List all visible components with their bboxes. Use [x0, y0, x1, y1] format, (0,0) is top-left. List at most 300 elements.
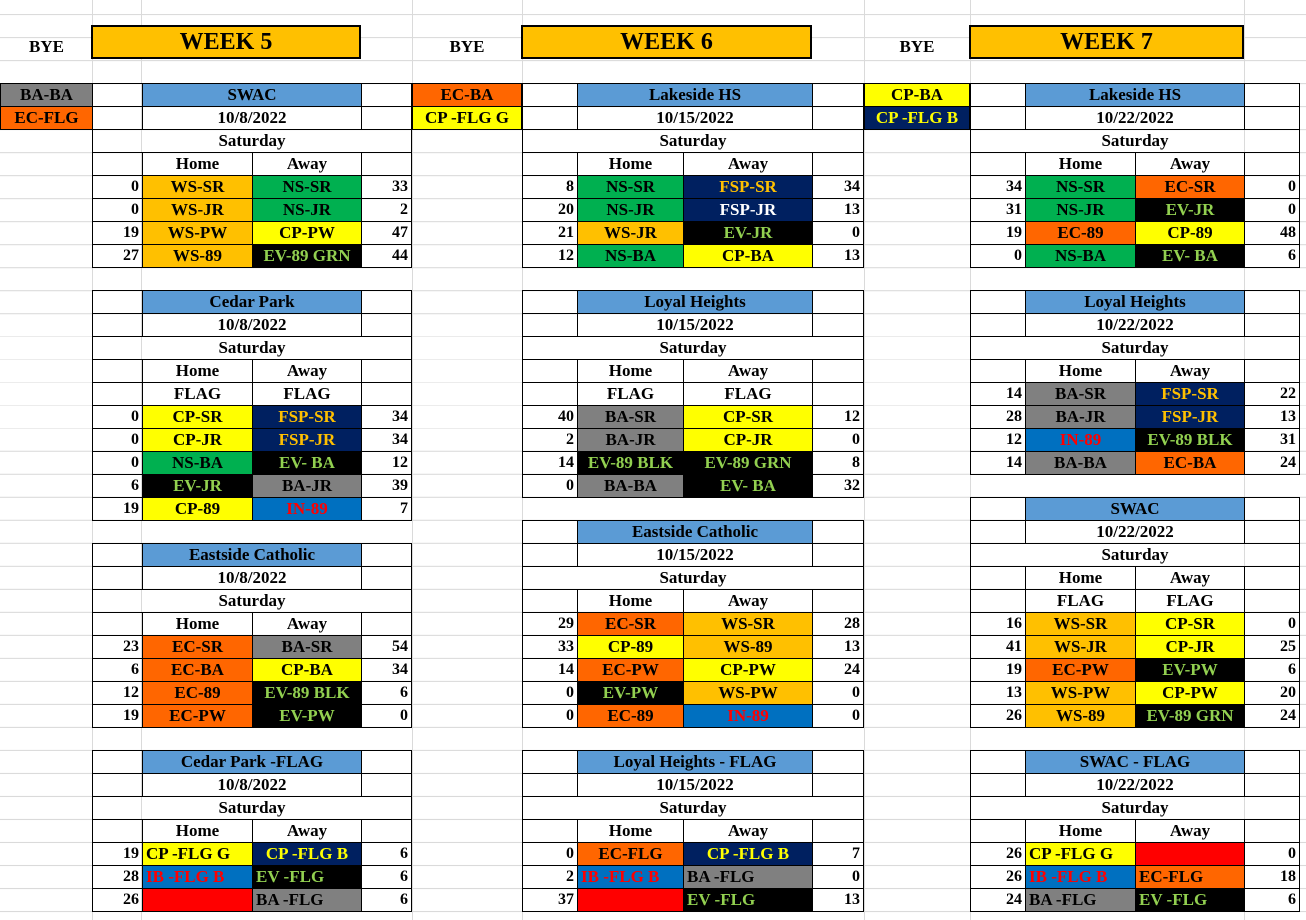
- cell: [970, 313, 1026, 337]
- away-score[interactable]: 13: [812, 888, 864, 912]
- home-header: Home: [577, 359, 684, 383]
- home-team[interactable]: NS-JR: [577, 198, 684, 222]
- home-header: Home: [142, 359, 253, 383]
- week-title: WEEK 5: [91, 25, 361, 59]
- away-team[interactable]: IN-89: [252, 497, 362, 521]
- cell: [970, 152, 1026, 176]
- home-team[interactable]: EC-FLG: [577, 842, 684, 866]
- away-subheader: FLAG: [683, 382, 813, 406]
- home-score[interactable]: 14: [522, 658, 578, 682]
- home-header: Home: [1025, 819, 1136, 843]
- away-score[interactable]: 22: [1244, 382, 1300, 406]
- home-score[interactable]: 8: [522, 175, 578, 199]
- home-score[interactable]: 19: [92, 497, 143, 521]
- home-score[interactable]: 0: [92, 428, 143, 452]
- cell: [812, 83, 864, 107]
- venue-date: 10/22/2022: [1025, 520, 1245, 544]
- away-score[interactable]: 0: [361, 704, 412, 728]
- away-score[interactable]: 6: [1244, 888, 1300, 912]
- away-team[interactable]: WS-SR: [683, 612, 813, 636]
- home-team[interactable]: BA-JR: [1025, 405, 1136, 429]
- away-score[interactable]: 0: [812, 704, 864, 728]
- cell: [361, 106, 412, 130]
- cell: [970, 819, 1026, 843]
- cell: [92, 83, 143, 107]
- home-header: Home: [142, 819, 253, 843]
- away-score[interactable]: 13: [812, 635, 864, 659]
- away-score[interactable]: 0: [812, 428, 864, 452]
- away-score[interactable]: 8: [812, 451, 864, 475]
- away-score[interactable]: 13: [812, 198, 864, 222]
- home-team[interactable]: NS-BA: [577, 244, 684, 268]
- cell: [970, 589, 1026, 613]
- away-score[interactable]: 2: [361, 198, 412, 222]
- away-score[interactable]: 24: [812, 658, 864, 682]
- week-title: WEEK 6: [521, 25, 812, 59]
- home-team[interactable]: EC-PW: [142, 704, 253, 728]
- away-score[interactable]: 0: [812, 221, 864, 245]
- cell: [1244, 359, 1300, 383]
- away-score[interactable]: 6: [361, 888, 412, 912]
- away-team[interactable]: FSP-SR: [683, 175, 813, 199]
- away-score[interactable]: 34: [361, 658, 412, 682]
- away-score[interactable]: 12: [361, 451, 412, 475]
- away-team[interactable]: FSP-JR: [252, 428, 362, 452]
- away-score[interactable]: 18: [1244, 865, 1300, 889]
- home-team[interactable]: EC-89: [142, 681, 253, 705]
- away-team[interactable]: EV -FLG: [252, 865, 362, 889]
- home-score[interactable]: 0: [522, 704, 578, 728]
- venue-name: SWAC: [1025, 497, 1245, 521]
- away-score[interactable]: 28: [812, 612, 864, 636]
- away-team[interactable]: BA-SR: [252, 635, 362, 659]
- away-team[interactable]: EV -FLG: [683, 888, 813, 912]
- home-team[interactable]: BA-SR: [1025, 382, 1136, 406]
- away-team[interactable]: BA -FLG: [252, 888, 362, 912]
- home-team[interactable]: WS-PW: [1025, 681, 1136, 705]
- venue-day: Saturday: [970, 796, 1300, 820]
- away-team[interactable]: EV-89 GRN: [1135, 704, 1245, 728]
- away-team[interactable]: BA -FLG: [683, 865, 813, 889]
- bye-label: BYE: [899, 37, 935, 56]
- venue-name: Cedar Park -FLAG: [142, 750, 362, 774]
- home-score[interactable]: 24: [970, 888, 1026, 912]
- home-team[interactable]: IN-89: [1025, 428, 1136, 452]
- cell: [970, 520, 1026, 544]
- bye-team[interactable]: CP-BA: [864, 83, 970, 107]
- away-team[interactable]: EV- BA: [683, 474, 813, 498]
- cell: [522, 773, 578, 797]
- home-team[interactable]: WS-SR: [142, 175, 253, 199]
- away-team[interactable]: CP-SR: [1135, 612, 1245, 636]
- home-score[interactable]: 14: [522, 451, 578, 475]
- home-score[interactable]: 0: [522, 474, 578, 498]
- away-team[interactable]: EV- BA: [1135, 244, 1245, 268]
- bye-team[interactable]: BA-BA: [0, 83, 93, 107]
- home-team[interactable]: EC-BA: [142, 658, 253, 682]
- home-team[interactable]: WS-JR: [577, 221, 684, 245]
- venue-date: 10/15/2022: [577, 106, 813, 130]
- cell: [812, 313, 864, 337]
- away-score[interactable]: 6: [1244, 244, 1300, 268]
- away-team[interactable]: CP-89: [1135, 221, 1245, 245]
- home-team[interactable]: CP-JR: [142, 428, 253, 452]
- away-header: Away: [683, 819, 813, 843]
- cell: [1244, 497, 1300, 521]
- venue-name: Eastside Catholic: [577, 520, 813, 544]
- away-team[interactable]: CP -FLG B: [252, 842, 362, 866]
- cell: [812, 106, 864, 130]
- cell: [1244, 750, 1300, 774]
- cell: [812, 589, 864, 613]
- bye-team[interactable]: EC-BA: [412, 83, 522, 107]
- home-team[interactable]: BA-SR: [577, 405, 684, 429]
- cell: [522, 819, 578, 843]
- home-team[interactable]: WS-JR: [142, 198, 253, 222]
- home-score[interactable]: 29: [522, 612, 578, 636]
- away-header: Away: [683, 152, 813, 176]
- home-score[interactable]: 12: [522, 244, 578, 268]
- home-team[interactable]: WS-89: [142, 244, 253, 268]
- cell: [361, 612, 412, 636]
- away-score[interactable]: 0: [812, 865, 864, 889]
- away-team[interactable]: FSP-SR: [1135, 382, 1245, 406]
- away-score[interactable]: 48: [1244, 221, 1300, 245]
- cell: [361, 152, 412, 176]
- cell: [812, 359, 864, 383]
- home-team[interactable]: EC-PW: [577, 658, 684, 682]
- home-score[interactable]: 2: [522, 865, 578, 889]
- cell: [812, 543, 864, 567]
- venue-name: Lakeside HS: [577, 83, 813, 107]
- home-score[interactable]: 26: [970, 704, 1026, 728]
- home-team[interactable]: EC-SR: [577, 612, 684, 636]
- home-score[interactable]: 19: [92, 221, 143, 245]
- cell: [812, 819, 864, 843]
- away-score[interactable]: 13: [812, 244, 864, 268]
- cell: [361, 566, 412, 590]
- away-score[interactable]: 34: [361, 428, 412, 452]
- away-score[interactable]: 39: [361, 474, 412, 498]
- venue-name: Lakeside HS: [1025, 83, 1245, 107]
- cell: [522, 543, 578, 567]
- cell: [92, 359, 143, 383]
- venue-name: SWAC - FLAG: [1025, 750, 1245, 774]
- away-team[interactable]: EV-89 BLK: [252, 681, 362, 705]
- home-score[interactable]: 27: [92, 244, 143, 268]
- away-team[interactable]: EC-FLG: [1135, 865, 1245, 889]
- away-team[interactable]: CP-BA: [683, 244, 813, 268]
- home-subheader: FLAG: [1025, 589, 1136, 613]
- cell: [522, 152, 578, 176]
- home-header: Home: [1025, 152, 1136, 176]
- venue-date: 10/8/2022: [142, 106, 362, 130]
- home-subheader: FLAG: [577, 382, 684, 406]
- away-header: Away: [252, 359, 362, 383]
- cell: [812, 520, 864, 544]
- cell: [970, 497, 1026, 521]
- home-team[interactable]: IB -FLG R: [577, 888, 684, 912]
- home-team[interactable]: WS-SR: [1025, 612, 1136, 636]
- cell: [522, 83, 578, 107]
- away-score[interactable]: 31: [1244, 428, 1300, 452]
- home-score[interactable]: 0: [92, 405, 143, 429]
- home-team[interactable]: WS-JR: [1025, 635, 1136, 659]
- venue-date: 10/22/2022: [1025, 773, 1245, 797]
- venue-date: 10/8/2022: [142, 566, 362, 590]
- away-team[interactable]: CP-JR: [1135, 635, 1245, 659]
- cell: [92, 290, 143, 314]
- home-header: Home: [577, 819, 684, 843]
- away-score[interactable]: 0: [1244, 842, 1300, 866]
- cell: [1244, 313, 1300, 337]
- cell: [970, 83, 1026, 107]
- away-team[interactable]: NS-JR: [252, 198, 362, 222]
- venue-date: 10/15/2022: [577, 543, 813, 567]
- away-team[interactable]: EV-89 GRN: [683, 451, 813, 475]
- away-team[interactable]: IB -FLG R: [1135, 842, 1245, 866]
- away-score[interactable]: 34: [812, 175, 864, 199]
- away-header: Away: [252, 152, 362, 176]
- away-team[interactable]: EC-BA: [1135, 451, 1245, 475]
- away-team[interactable]: FSP-JR: [683, 198, 813, 222]
- away-subheader: FLAG: [252, 382, 362, 406]
- cell: [361, 359, 412, 383]
- venue-date: 10/8/2022: [142, 773, 362, 797]
- home-team[interactable]: NS-SR: [1025, 175, 1136, 199]
- home-team[interactable]: WS-PW: [142, 221, 253, 245]
- home-team[interactable]: IB -FLG B: [1025, 865, 1136, 889]
- away-subheader: FLAG: [1135, 589, 1245, 613]
- cell: [522, 290, 578, 314]
- away-score[interactable]: 20: [1244, 681, 1300, 705]
- cell: [92, 750, 143, 774]
- away-team[interactable]: WS-PW: [683, 681, 813, 705]
- home-score[interactable]: 40: [522, 405, 578, 429]
- away-header: Away: [1135, 819, 1245, 843]
- cell: [92, 313, 143, 337]
- home-score[interactable]: 26: [970, 842, 1026, 866]
- away-team[interactable]: CP -FLG B: [683, 842, 813, 866]
- away-score[interactable]: 7: [361, 497, 412, 521]
- venue-day: Saturday: [522, 566, 864, 590]
- home-score[interactable]: 34: [970, 175, 1026, 199]
- away-score[interactable]: 0: [1244, 198, 1300, 222]
- bye-team[interactable]: CP -FLG B: [864, 106, 970, 130]
- home-score[interactable]: 19: [92, 704, 143, 728]
- home-team[interactable]: EV-JR: [142, 474, 253, 498]
- home-score[interactable]: 0: [92, 198, 143, 222]
- home-score[interactable]: 6: [92, 474, 143, 498]
- home-team[interactable]: IB -FLG R: [142, 888, 253, 912]
- home-team[interactable]: NS-JR: [1025, 198, 1136, 222]
- home-team[interactable]: CP-89: [142, 497, 253, 521]
- venue-name: Cedar Park: [142, 290, 362, 314]
- home-team[interactable]: CP-89: [577, 635, 684, 659]
- home-team[interactable]: CP -FLG G: [142, 842, 253, 866]
- away-score[interactable]: 54: [361, 635, 412, 659]
- cell: [522, 589, 578, 613]
- away-score[interactable]: 6: [361, 865, 412, 889]
- cell: [1244, 520, 1300, 544]
- cell: [1244, 152, 1300, 176]
- venue-date: 10/15/2022: [577, 313, 813, 337]
- away-team[interactable]: CP-PW: [1135, 681, 1245, 705]
- away-team[interactable]: EV-PW: [1135, 658, 1245, 682]
- away-score[interactable]: 6: [361, 842, 412, 866]
- away-score[interactable]: 25: [1244, 635, 1300, 659]
- home-team[interactable]: IB -FLG B: [577, 865, 684, 889]
- home-team[interactable]: EV-89 BLK: [577, 451, 684, 475]
- away-team[interactable]: EV -FLG: [1135, 888, 1245, 912]
- home-score[interactable]: 26: [970, 865, 1026, 889]
- home-header: Home: [1025, 359, 1136, 383]
- home-score[interactable]: 14: [970, 451, 1026, 475]
- away-score[interactable]: 34: [361, 405, 412, 429]
- venue-date: 10/22/2022: [1025, 106, 1245, 130]
- home-team[interactable]: BA-BA: [1025, 451, 1136, 475]
- home-team[interactable]: EC-PW: [1025, 658, 1136, 682]
- home-score[interactable]: 23: [92, 635, 143, 659]
- home-score[interactable]: 28: [970, 405, 1026, 429]
- away-score[interactable]: 24: [1244, 451, 1300, 475]
- away-team[interactable]: CP-PW: [683, 658, 813, 682]
- cell: [522, 520, 578, 544]
- home-team[interactable]: CP-SR: [142, 405, 253, 429]
- away-score[interactable]: 12: [812, 405, 864, 429]
- home-team[interactable]: NS-BA: [142, 451, 253, 475]
- away-score[interactable]: 7: [812, 842, 864, 866]
- home-score[interactable]: 19: [92, 842, 143, 866]
- home-score[interactable]: 26: [92, 888, 143, 912]
- home-score[interactable]: 0: [92, 451, 143, 475]
- away-header: Away: [1135, 566, 1245, 590]
- cell: [361, 750, 412, 774]
- home-score[interactable]: 2: [522, 428, 578, 452]
- home-score[interactable]: 0: [522, 842, 578, 866]
- home-score[interactable]: 0: [92, 175, 143, 199]
- away-score[interactable]: 0: [812, 681, 864, 705]
- home-score[interactable]: 12: [970, 428, 1026, 452]
- home-score[interactable]: 16: [970, 612, 1026, 636]
- home-score[interactable]: 13: [970, 681, 1026, 705]
- cell: [522, 106, 578, 130]
- home-team[interactable]: IB -FLG B: [142, 865, 253, 889]
- home-team[interactable]: CP -FLG G: [1025, 842, 1136, 866]
- away-team[interactable]: CP-SR: [683, 405, 813, 429]
- cell: [361, 382, 412, 406]
- cell: [361, 83, 412, 107]
- away-team[interactable]: CP-PW: [252, 221, 362, 245]
- home-score[interactable]: 12: [92, 681, 143, 705]
- home-team[interactable]: EV-PW: [577, 681, 684, 705]
- cell: [812, 382, 864, 406]
- cell: [361, 290, 412, 314]
- away-header: Away: [683, 589, 813, 613]
- bye-team[interactable]: CP -FLG G: [412, 106, 522, 130]
- venue-date: 10/22/2022: [1025, 313, 1245, 337]
- away-team[interactable]: EV-89 GRN: [252, 244, 362, 268]
- home-score[interactable]: 6: [92, 658, 143, 682]
- home-score[interactable]: 14: [970, 382, 1026, 406]
- home-team[interactable]: EC-89: [577, 704, 684, 728]
- away-score[interactable]: 0: [1244, 612, 1300, 636]
- home-team[interactable]: NS-SR: [577, 175, 684, 199]
- away-team[interactable]: EV-89 BLK: [1135, 428, 1245, 452]
- home-score[interactable]: 19: [970, 658, 1026, 682]
- bye-team[interactable]: EC-FLG: [0, 106, 93, 130]
- home-score[interactable]: 0: [522, 681, 578, 705]
- away-team[interactable]: FSP-SR: [252, 405, 362, 429]
- home-score[interactable]: 33: [522, 635, 578, 659]
- cell: [1244, 589, 1300, 613]
- away-score[interactable]: 6: [361, 681, 412, 705]
- cell: [812, 290, 864, 314]
- cell: [1244, 566, 1300, 590]
- home-team[interactable]: NS-BA: [1025, 244, 1136, 268]
- away-team[interactable]: CP-BA: [252, 658, 362, 682]
- away-score[interactable]: 6: [1244, 658, 1300, 682]
- home-team[interactable]: EC-89: [1025, 221, 1136, 245]
- away-header: Away: [683, 359, 813, 383]
- venue-name: Eastside Catholic: [142, 543, 362, 567]
- away-team[interactable]: EV- BA: [252, 451, 362, 475]
- home-header: Home: [577, 589, 684, 613]
- cell: [522, 313, 578, 337]
- week-title: WEEK 7: [969, 25, 1244, 59]
- home-team[interactable]: BA-JR: [577, 428, 684, 452]
- away-score[interactable]: 32: [812, 474, 864, 498]
- away-score[interactable]: 44: [361, 244, 412, 268]
- away-team[interactable]: FSP-JR: [1135, 405, 1245, 429]
- cell: [522, 359, 578, 383]
- home-score[interactable]: 0: [970, 244, 1026, 268]
- away-team[interactable]: EC-SR: [1135, 175, 1245, 199]
- away-team[interactable]: EV-JR: [683, 221, 813, 245]
- away-team[interactable]: WS-89: [683, 635, 813, 659]
- away-score[interactable]: 13: [1244, 405, 1300, 429]
- home-score[interactable]: 20: [522, 198, 578, 222]
- venue-day: Saturday: [970, 543, 1300, 567]
- home-score[interactable]: 41: [970, 635, 1026, 659]
- home-score[interactable]: 19: [970, 221, 1026, 245]
- away-score[interactable]: 47: [361, 221, 412, 245]
- away-score[interactable]: 33: [361, 175, 412, 199]
- away-score[interactable]: 24: [1244, 704, 1300, 728]
- away-team[interactable]: BA-JR: [252, 474, 362, 498]
- cell: [970, 359, 1026, 383]
- away-score[interactable]: 0: [1244, 175, 1300, 199]
- away-team[interactable]: CP-JR: [683, 428, 813, 452]
- home-score[interactable]: 21: [522, 221, 578, 245]
- home-score[interactable]: 31: [970, 198, 1026, 222]
- home-team[interactable]: BA -FLG: [1025, 888, 1136, 912]
- home-score[interactable]: 28: [92, 865, 143, 889]
- home-team[interactable]: WS-89: [1025, 704, 1136, 728]
- away-team[interactable]: EV-PW: [252, 704, 362, 728]
- home-team[interactable]: EC-SR: [142, 635, 253, 659]
- venue-name: Loyal Heights: [1025, 290, 1245, 314]
- away-team[interactable]: IN-89: [683, 704, 813, 728]
- cell: [361, 543, 412, 567]
- home-score[interactable]: 37: [522, 888, 578, 912]
- cell: [1244, 83, 1300, 107]
- home-team[interactable]: BA-BA: [577, 474, 684, 498]
- cell: [970, 290, 1026, 314]
- away-team[interactable]: EV-JR: [1135, 198, 1245, 222]
- away-team[interactable]: NS-SR: [252, 175, 362, 199]
- cell: [92, 566, 143, 590]
